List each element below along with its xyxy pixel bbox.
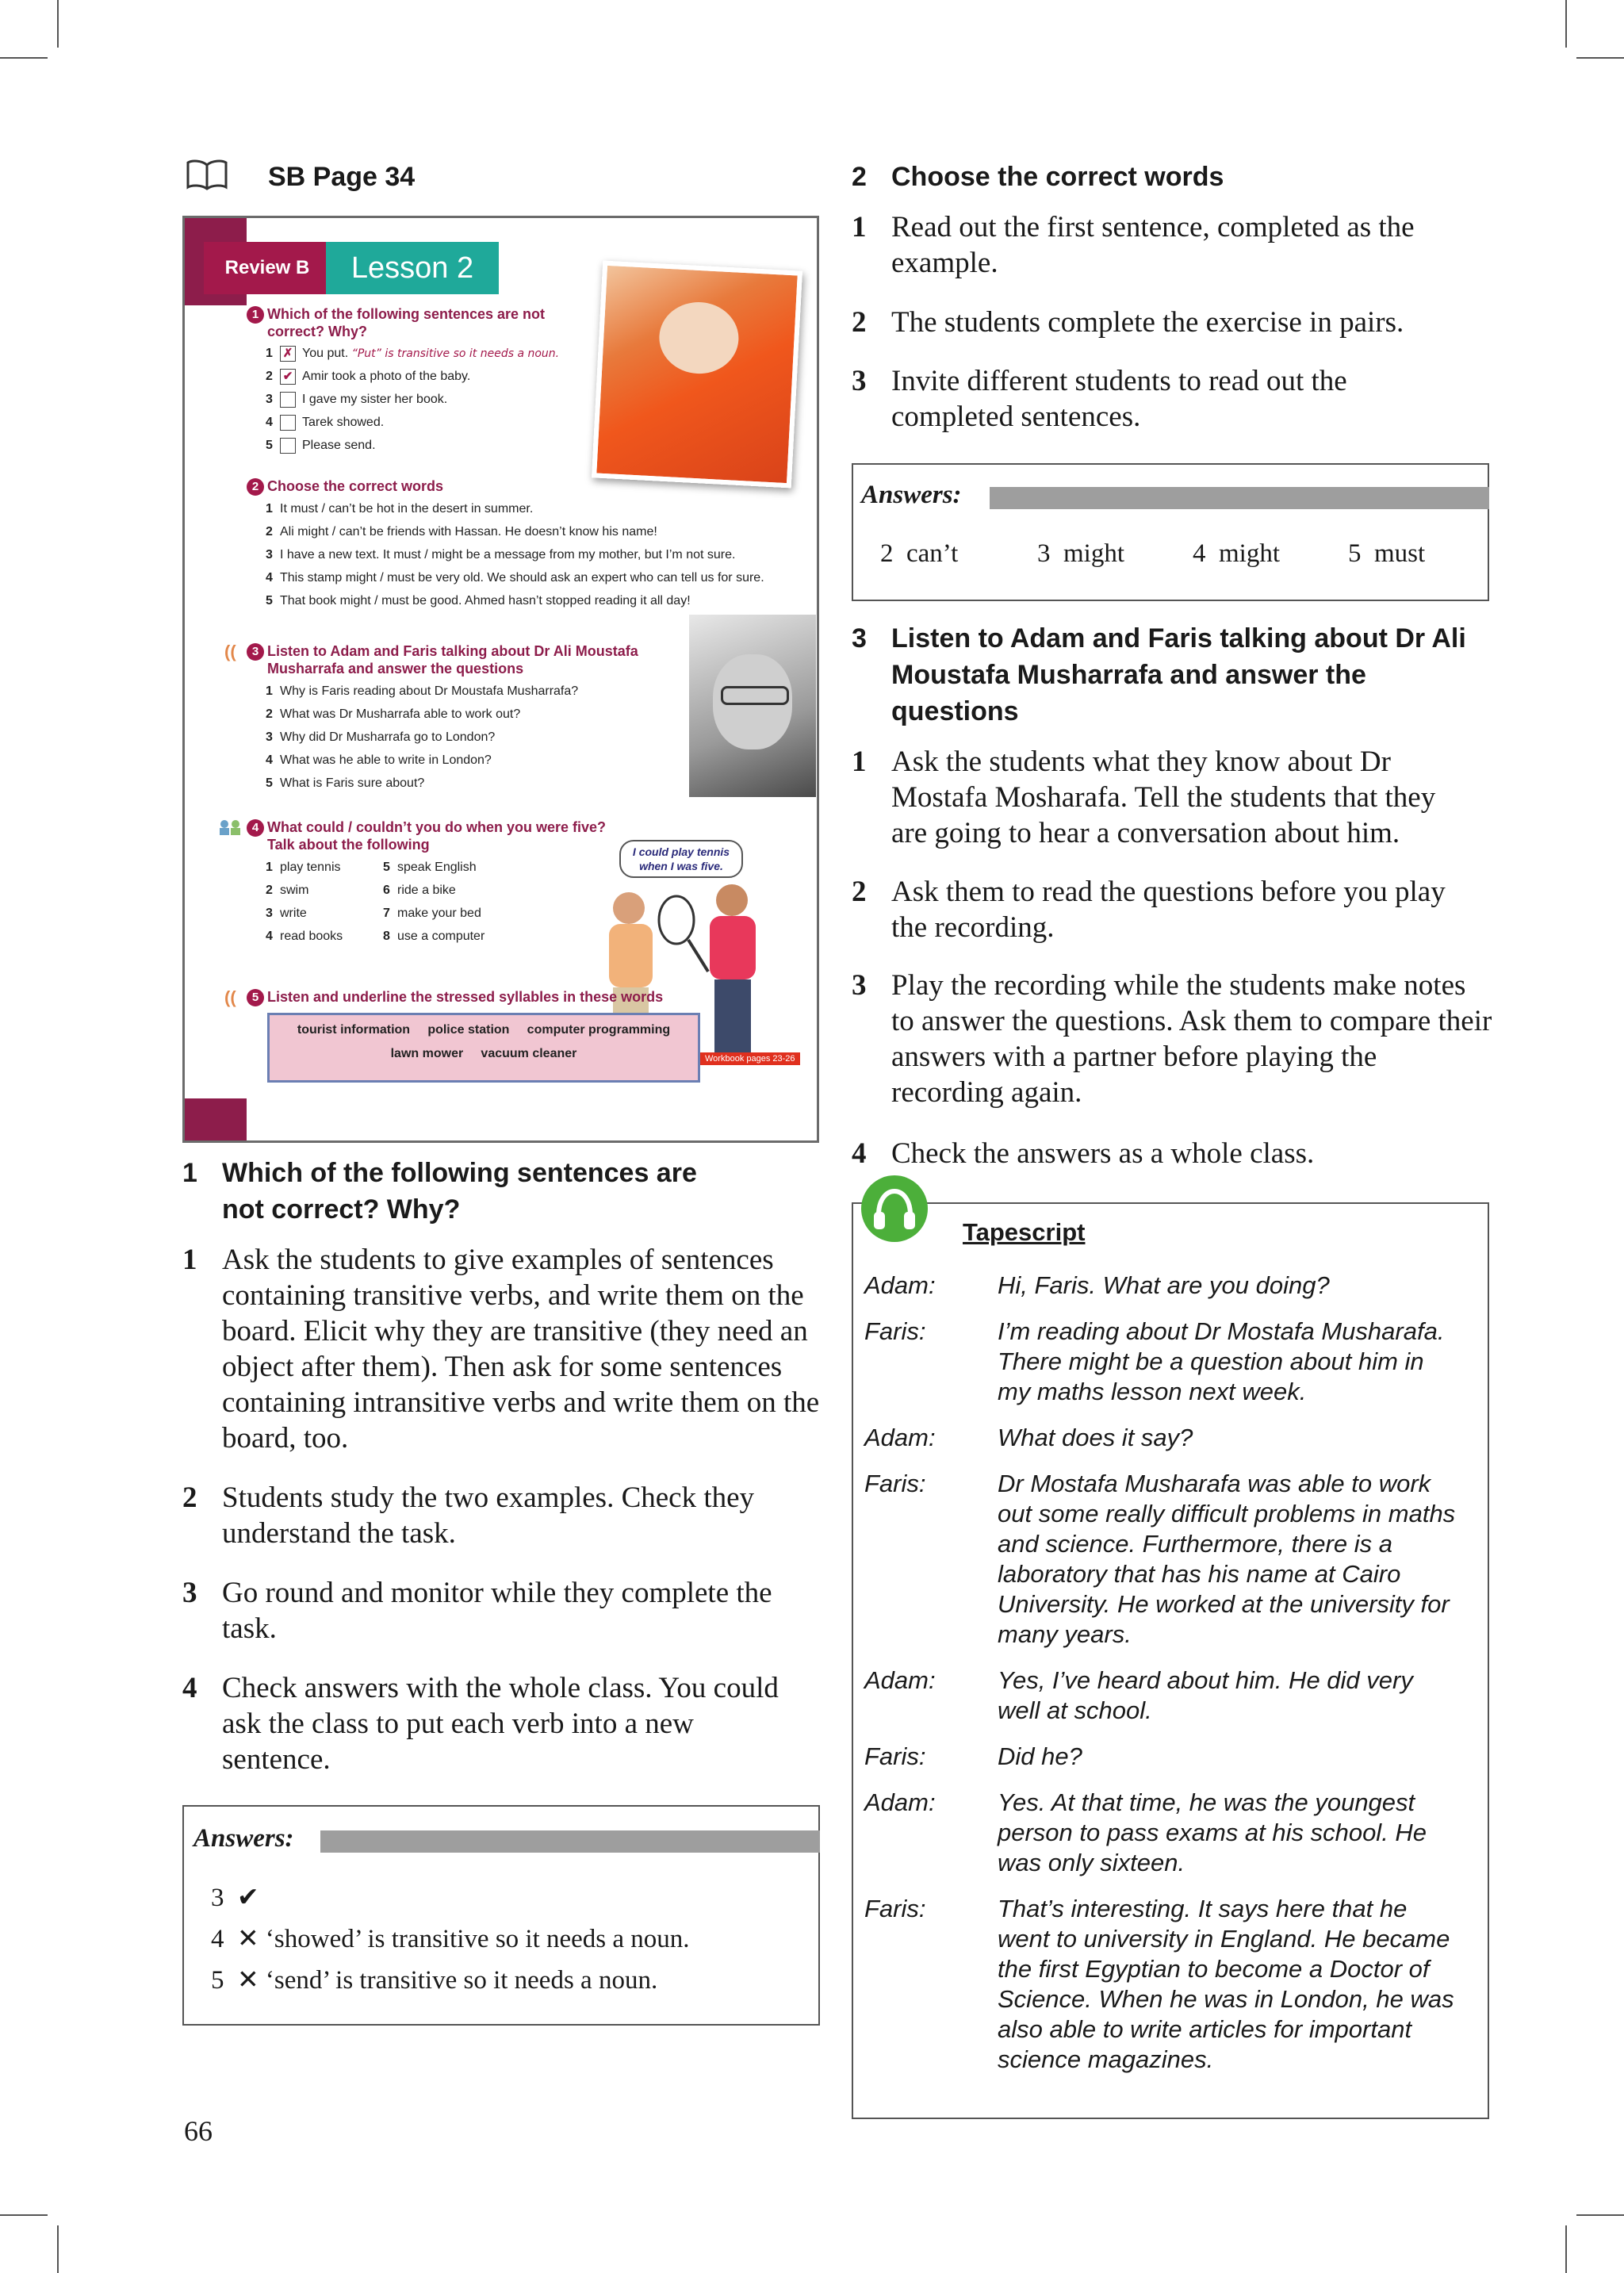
- q4-number: 4: [247, 819, 264, 837]
- crop-mark: [1565, 2225, 1567, 2273]
- step-text: Play the recording while the students make notes to answer the questions. Ask them to compare their answers with a partner before playing the recording again.: [891, 969, 1492, 1109]
- book-icon: [186, 159, 228, 194]
- answer-item: 5 must: [1348, 539, 1426, 568]
- section3-number: 3: [852, 623, 867, 654]
- q4-item: 2 swim: [266, 884, 309, 897]
- workbook-arrow: Workbook pages 23-26: [700, 1052, 800, 1065]
- section1-number: 1: [182, 1158, 197, 1188]
- tapescript-line: [864, 1788, 1475, 1883]
- q5-title: Listen and underline the stressed syllables in these words: [267, 989, 664, 1005]
- crop-mark: [1576, 2214, 1624, 2216]
- answer-row: 5 ✕ ‘send’ is transitive so it needs a noun.: [211, 1964, 658, 1995]
- q4-title: What could / couldn’t you do when you were five?: [267, 819, 607, 835]
- student-book-page: [182, 216, 819, 1143]
- q1-item: 1 ✗ You put. “Put” is transitive so it needs a noun.: [266, 346, 560, 360]
- check-icon: ✔: [237, 1881, 259, 1912]
- crop-mark: [1576, 57, 1624, 59]
- step-text: Check answers with the whole class. You could ask the class to put each verb into a new sentence.: [222, 1672, 779, 1776]
- step-text: Ask them to read the questions before you play the recording.: [891, 876, 1446, 944]
- q3-item: 4 What was he able to write in London?: [266, 753, 492, 767]
- word-box: [267, 1013, 700, 1083]
- section2-title: Choose the correct words: [891, 162, 1224, 192]
- headphones-icon: [861, 1175, 928, 1242]
- q2-item: 2 Ali might / can’t be friends with Hassan. He doesn’t know his name!: [266, 525, 657, 539]
- step-text: Read out the first sentence, completed as the example.: [891, 211, 1415, 279]
- line-text: Did he?: [998, 1742, 1082, 1770]
- answers-box-1: [182, 1805, 820, 2026]
- tapescript-line: [864, 1317, 1475, 1412]
- q3-item: 2 What was Dr Musharrafa able to work out?: [266, 707, 521, 721]
- q4-item: 4 read books: [266, 930, 343, 943]
- answer-item: 2 can’t: [880, 539, 959, 568]
- tapescript-line: [864, 1894, 1475, 2084]
- portrait-photo: [689, 615, 816, 797]
- section3-title: Listen to Adam and Faris talking about Dr Ali Moustafa Musharrafa and answer the questions: [891, 623, 1466, 726]
- crop-mark: [57, 0, 59, 48]
- tapescript-line: [864, 1423, 1475, 1455]
- crop-mark: [57, 2225, 59, 2273]
- q3-item: 3 Why did Dr Musharrafa go to London?: [266, 730, 496, 744]
- q4-item: 5 speak English: [383, 861, 477, 874]
- q3-title: Listen to Adam and Faris talking about Dr Ali Moustafa Musharrafa and answer the questions: [267, 643, 638, 677]
- q2-item: 4 This stamp might / must be very old. We should ask an expert who can tell us for sure.: [266, 571, 764, 585]
- line-text: What does it say?: [998, 1424, 1193, 1451]
- answer-item: 3 might: [1037, 539, 1125, 568]
- q3-item: 5 What is Faris sure about?: [266, 776, 425, 790]
- speaker: Faris:: [864, 1317, 926, 1345]
- audio-icon: ((: [224, 987, 236, 1007]
- q1-item: 4 Tarek showed.: [266, 416, 385, 429]
- crop-mark: [0, 2214, 48, 2216]
- q1-number: 1: [247, 306, 264, 324]
- section2-heading: [852, 159, 1486, 197]
- step-text: The students complete the exercise in pairs.: [891, 306, 1404, 339]
- word-row: [270, 1023, 698, 1037]
- answers-bar: [990, 487, 1489, 509]
- step-text: Students study the two examples. Check they understand the task.: [222, 1481, 755, 1550]
- speaker: Faris:: [864, 1895, 926, 1922]
- speech-bubble: I could play tennis when I was five.: [619, 840, 743, 878]
- speaker: Faris:: [864, 1742, 926, 1770]
- section1-title: Which of the following sentences are not correct? Why?: [222, 1158, 697, 1225]
- q2-number: 2: [247, 478, 264, 496]
- q2-item: 5 That book might / must be good. Ahmed hasn’t stopped reading it all day!: [266, 594, 691, 608]
- step-text: Ask the students what they know about Dr Mostafa Mosharafa. Tell the students that they are going to hear a conversation about him.: [891, 746, 1436, 849]
- speaker: Adam:: [864, 1788, 936, 1816]
- q4-item: 1 play tennis: [266, 861, 341, 874]
- q3-number: 3: [247, 643, 264, 661]
- step-text: Check the answers as a whole class.: [891, 1137, 1315, 1170]
- step-text: Go round and monitor while they complete the task.: [222, 1577, 772, 1645]
- audio-icon: ((: [224, 642, 236, 661]
- answers-box-2: [852, 463, 1489, 601]
- line-text: I’m reading about Dr Mostafa Musharafa. There might be a question about him in my maths lesson next week.: [998, 1317, 1445, 1405]
- tapescript-title: Tapescript: [963, 1218, 1086, 1246]
- section2-number: 2: [852, 162, 867, 192]
- tapescript-line: [864, 1469, 1475, 1659]
- q1-item: 3 I gave my sister her book.: [266, 393, 448, 406]
- q4-item: 7 make your bed: [383, 907, 481, 920]
- baby-photo: [592, 261, 802, 489]
- speaker: Adam:: [864, 1666, 936, 1694]
- portrait-glasses: [721, 686, 789, 705]
- line-text: Yes, I’ve heard about him. He did very well at school.: [998, 1666, 1413, 1724]
- sb-page-label: SB Page 34: [268, 162, 416, 192]
- answers-label: Answers:: [861, 481, 962, 509]
- lesson-tab: Lesson 2: [326, 242, 499, 294]
- page-number: 66: [184, 2115, 213, 2147]
- q1-item: 2 ✔ Amir took a photo of the baby.: [266, 369, 471, 383]
- word-row: [270, 1047, 698, 1061]
- speaker: Adam:: [864, 1271, 936, 1299]
- tapescript-box: [852, 1202, 1489, 2119]
- answer-row: 3 ✔: [211, 1881, 259, 1912]
- tapescript-line: [864, 1665, 1475, 1729]
- q2-item: 3 I have a new text. It must / might be a message from my mother, but I’m not sure.: [266, 548, 736, 562]
- page-strip-body: [185, 305, 247, 1098]
- speaker: Faris:: [864, 1470, 926, 1497]
- sb-page-number: 34: [199, 1079, 216, 1094]
- line-text: Yes. At that time, he was the youngest person to pass exams at his school. He was only sixteen.: [998, 1788, 1427, 1876]
- q4-item: 3 write: [266, 907, 307, 920]
- tapescript-line: [864, 1742, 1475, 1773]
- crop-mark: [1565, 0, 1567, 48]
- q1-item: 5 Please send.: [266, 439, 376, 452]
- tapescript-line: [864, 1271, 1475, 1302]
- q5-number: 5: [247, 989, 264, 1006]
- word: vacuum cleaner: [481, 1047, 577, 1060]
- q4-item: 8 use a computer: [383, 930, 485, 943]
- line-text: Dr Mostafa Musharafa was able to work out some really difficult problems in maths and science. Furthermore, there is a laboratory that has his name at Cairo University. He worked at the university for many years.: [998, 1470, 1456, 1648]
- section1-heading: [182, 1155, 817, 1231]
- q4-subtitle: Talk about the following: [267, 837, 430, 853]
- cross-icon: ✕: [237, 1964, 259, 1995]
- line-text: Hi, Faris. What are you doing?: [998, 1271, 1330, 1299]
- speaker: Adam:: [864, 1424, 936, 1451]
- step-text: Ask the students to give examples of sentences containing transitive verbs, and write them on the board. Elicit why they are transitive (they need an object after them). Then ask for some sentences containing intransitive verbs and write them on the board, too.: [222, 1244, 820, 1455]
- pair-work-icon: [218, 819, 242, 835]
- q3-item: 1 Why is Faris reading about Dr Moustafa Musharrafa?: [266, 684, 579, 698]
- answer-item: 4 might: [1193, 539, 1281, 568]
- review-tab: Review B: [204, 242, 331, 294]
- answers-label: Answers:: [193, 1824, 294, 1853]
- q2-title: Choose the correct words: [267, 478, 444, 494]
- word: tourist information: [297, 1023, 411, 1037]
- step-text: Invite different students to read out the completed sentences.: [891, 365, 1347, 433]
- line-text: That’s interesting. It says here that he went to university in England. He became the first Egyptian to become a Doctor of Science. When he was in London, he was also able to write articles for important science magazines.: [998, 1895, 1454, 2073]
- answer-row: 4 ✕ ‘showed’ is transitive so it needs a noun.: [211, 1922, 690, 1953]
- crop-mark: [0, 57, 48, 59]
- section3-heading: [852, 620, 1486, 731]
- answers-bar: [320, 1830, 820, 1853]
- q2-item: 1 It must / can’t be hot in the desert in summer.: [266, 502, 534, 516]
- q1-title: Which of the following sentences are not correct? Why?: [267, 306, 546, 339]
- cross-icon: ✕: [237, 1922, 259, 1953]
- word: police station: [427, 1023, 510, 1037]
- word: lawn mower: [390, 1047, 464, 1060]
- q4-item: 6 ride a bike: [383, 884, 456, 897]
- word: computer programming: [527, 1023, 671, 1037]
- baby-face: [657, 301, 741, 376]
